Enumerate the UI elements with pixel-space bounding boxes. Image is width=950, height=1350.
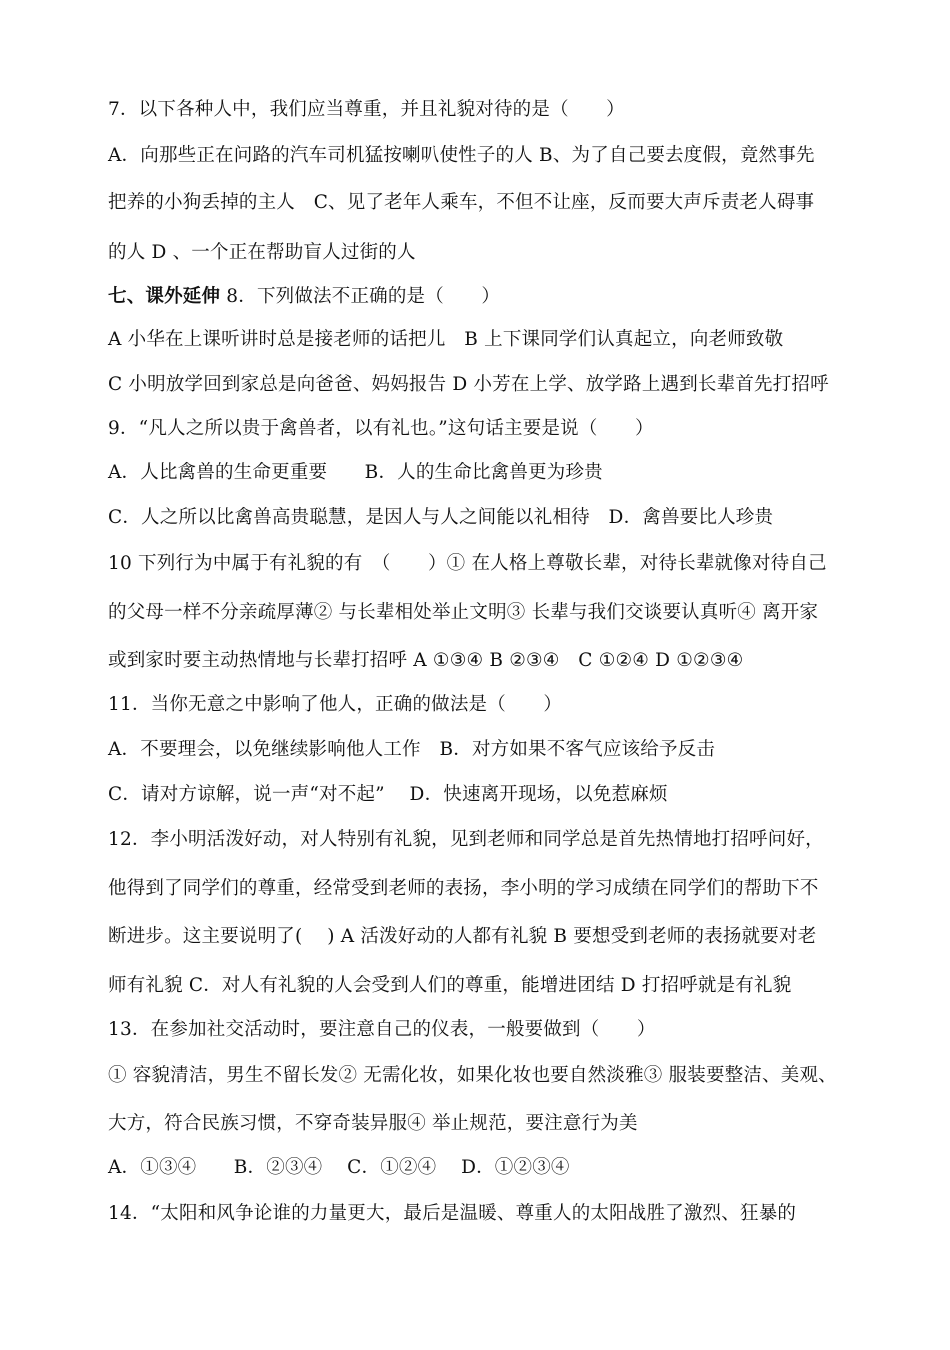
section-heading-line [108, 284, 500, 310]
text-line: 断进步。这主要说明了( ) A 活泼好动的人都有礼貌 B 要想受到老师的表扬就要对老 [108, 926, 817, 947]
text-line: C 小明放学回到家总是向爸爸、妈妈报告 D 小芳在上学、放学路上遇到长辈首先打招呼 [108, 374, 829, 395]
text-line: A．①③④ B．②③④ C．①②④ D．①②③④ [108, 1157, 570, 1178]
text-line: 大方，符合民族习惯，不穿奇装异服④ 举止规范，要注意行为美 [108, 1113, 638, 1134]
text-line: 的父母一样不分亲疏厚薄② 与长辈相处举止文明③ 长辈与我们交谈要认真听④ 离开家 [108, 602, 819, 623]
text-line: 13．在参加社交活动时，要注意自己的仪表，一般要做到（ ） [108, 1019, 656, 1040]
text-line: C．人之所以比禽兽高贵聪慧，是因人与人之间能以礼相待 D．禽兽要比人珍贵 [108, 507, 774, 528]
text-line: A．向那些正在问路的汽车司机猛按喇叭使性子的人 B、为了自己要去度假，竟然事先 [108, 145, 815, 166]
text-line: 9．“凡人之所以贵于禽兽者，以有礼也。”这句话主要是说（ ） [108, 418, 654, 439]
text-line: A 小华在上课听讲时总是接老师的话把儿 B 上下课同学们认真起立，向老师致敬 [108, 329, 784, 350]
section-heading: 七、课外延伸 [108, 286, 221, 307]
text-line: 把养的小狗丢掉的主人 C、见了老年人乘车，不但不让座，反而要大声斥责老人碍事 [108, 192, 815, 213]
text-line: 12．李小明活泼好动，对人特别有礼貌，见到老师和同学总是首先热情地打招呼问好， [108, 829, 824, 850]
text-line: 10 下列行为中属于有礼貌的有 （ ）① 在人格上尊敬长辈，对待长辈就像对待自己 [108, 553, 827, 574]
text-line: 师有礼貌 C．对人有礼貌的人会受到人们的尊重，能增进团结 D 打招呼就是有礼貌 [108, 975, 792, 996]
text-line: ① 容貌清洁，男生不留长发② 无需化妆，如果化妆也要自然淡雅③ 服装要整洁、美观、 [108, 1065, 837, 1086]
text-line: 的人 D 、一个正在帮助盲人过街的人 [108, 242, 416, 263]
text-line: 11．当你无意之中影响了他人，正确的做法是（ ） [108, 694, 563, 715]
text-line: A．人比禽兽的生命更重要 B．人的生命比禽兽更为珍贵 [108, 462, 603, 483]
text-line: 他得到了同学们的尊重，经常受到老师的表扬，李小明的学习成绩在同学们的帮助下不 [108, 878, 819, 899]
question-text: 8．下列做法不正确的是（ ） [220, 286, 501, 307]
text-line: 或到家时要主动热情地与长辈打招呼 A ①③④ B ②③④ C ①②④ D ①②③④ [108, 650, 744, 671]
text-line: C．请对方谅解，说一声“对不起” D．快速离开现场，以免惹麻烦 [108, 784, 668, 805]
text-line: 14．“太阳和风争论谁的力量更大，最后是温暖、尊重人的太阳战胜了激烈、狂暴的 [108, 1203, 797, 1224]
text-line: 7．以下各种人中，我们应当尊重，并且礼貌对待的是（ ） [108, 99, 625, 120]
text-line: A．不要理会，以免继续影响他人工作 B．对方如果不客气应该给予反击 [108, 739, 716, 760]
